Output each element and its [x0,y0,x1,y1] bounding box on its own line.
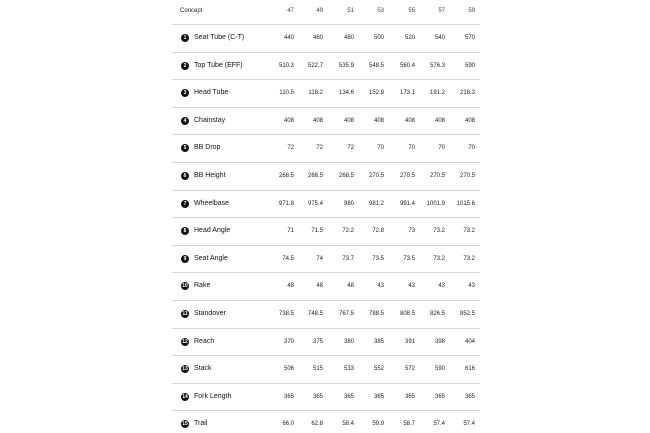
table-cell: 533 [343,366,354,373]
table-cell: 971.8 [278,200,294,207]
table-row [172,272,480,301]
table-cell: 48 [287,283,294,290]
table-cell: 808.5 [399,311,415,317]
row-label: Chainstay [194,116,226,124]
table-cell: 73.5 [372,255,384,262]
table-row [172,245,480,274]
table-cell: 43 [438,283,445,290]
table-cell: 71.5 [311,228,323,235]
row-number-badge: 4 [181,117,189,125]
table-cell: 826.5 [429,311,445,317]
table-cell: 70 [377,145,384,152]
table-cell: 57.4 [463,421,475,428]
row-number-badge: 1 [181,34,189,42]
table-cell: 408 [404,117,415,124]
table-cell: 110.5 [279,90,294,97]
table-cell: 72 [316,145,323,152]
table-cell: 738.5 [278,311,294,317]
table-cell: 506 [283,366,294,373]
row-number-badge: 9 [181,255,189,263]
row-label: Wheelbase [194,199,230,207]
table-cell: 59.9 [372,421,384,428]
table-cell: 852.5 [459,311,475,317]
table-cell: 74 [316,255,323,262]
table-cell: 270.5 [368,173,384,179]
row-label: BB Drop [194,144,221,152]
table-cell: 66.0 [282,421,294,428]
row-label: Standover [194,310,226,317]
row-label: Fork Length [194,392,232,400]
table-cell: 991.4 [399,200,415,207]
table-cell: 268.5 [307,173,323,179]
table-cell: 73.2 [433,255,445,262]
row-label: Reach [194,337,215,345]
table-cell: 560.4 [399,62,415,69]
table-cell: 73.7 [342,255,354,262]
row-number-badge: 15 [182,421,188,428]
table-cell: 572 [404,366,415,373]
row-label: Stack [194,365,212,373]
table-cell: 570 [464,35,475,41]
row-number-badge: 5 [181,144,189,152]
table-cell: 73.5 [403,255,415,262]
table-cell: 72 [287,145,294,152]
table-cell: 43 [408,283,415,290]
row-label: Top Tube (EFF) [194,61,243,69]
table-cell: 515 [312,366,323,373]
table-cell: 981.2 [368,200,384,207]
table-cell: 408 [464,117,475,124]
table-cell: 152.9 [368,90,384,97]
row-label: Head Angle [194,227,231,235]
table-cell: 218.3 [459,90,475,97]
table-cell: 48 [347,283,354,290]
table-cell: 268.5 [278,173,294,179]
table-cell: 616 [464,366,475,373]
row-number-badge: 11 [182,311,188,317]
table-cell: 552 [373,366,384,373]
table-cell: 590 [434,366,445,373]
row-label: Seat Angle [194,254,228,262]
table-cell: 70 [468,145,475,152]
table-cell: 375 [312,338,323,345]
table-cell: 1015.6 [456,200,475,207]
table-cell: 270.5 [429,173,445,179]
table-cell: 74.5 [282,255,294,262]
table-cell: 270.5 [399,173,415,179]
table-row [172,328,480,357]
table-cell: 71 [287,228,294,235]
table-row [172,24,480,53]
table-cell: 535.9 [338,62,354,69]
row-label: Seat Tube (C-T) [194,34,245,41]
size-header: 53 [377,8,384,14]
row-number-badge: 13 [182,366,188,373]
table-cell: 510.3 [278,62,294,69]
table-row [172,217,480,246]
table-cell: 404 [464,338,475,345]
table-row [172,107,480,136]
row-number-badge: 7 [181,200,189,208]
row-number-badge: 2 [181,62,189,70]
row-number-badge: 8 [181,227,189,235]
size-header: 47 [287,8,294,14]
table-cell: 43 [377,283,384,290]
table-cell: 380 [343,338,354,345]
table-cell: 73.2 [433,228,445,235]
table-cell: 385 [373,338,384,345]
table-cell: 118.2 [308,90,323,97]
table-cell: 548.5 [368,62,384,69]
table-cell: 1001.9 [426,200,445,207]
table-cell: 540 [434,35,445,41]
row-number-badge: 6 [181,172,189,180]
table-cell: 58.4 [342,421,354,428]
table-row [172,190,480,219]
table-cell: 70 [408,145,415,152]
table-row [172,300,480,329]
table-cell: 590 [464,62,475,69]
table-cell: 408 [343,117,354,124]
table-cell: 365 [434,393,445,400]
table-cell: 460 [312,35,323,41]
table-cell: 57.4 [433,421,445,428]
table-cell: 43 [468,283,475,290]
table-cell: 370 [283,338,294,345]
table-row [172,52,480,81]
size-header: 51 [347,8,354,14]
table-row [172,383,480,412]
row-number-badge: 12 [182,338,188,345]
size-header: 57 [438,8,445,14]
size-header: 59 [468,8,475,14]
table-cell: 191.2 [429,90,445,97]
row-label: Head Tube [194,89,229,97]
table-cell: 62.8 [311,421,323,428]
table-cell: 268.5 [338,173,354,179]
table-cell: 58.7 [403,421,415,428]
table-cell: 398 [434,338,445,345]
table-cell: 767.5 [338,311,354,317]
table-cell: 70 [438,145,445,152]
table-cell: 270.5 [459,173,475,179]
table-cell: 522.7 [307,62,323,69]
table-cell: 72.8 [372,228,384,235]
row-number-badge: 3 [181,89,189,97]
table-cell: 440 [283,35,294,41]
table-cell: 408 [312,117,323,124]
row-number-badge: 14 [182,393,188,400]
table-cell: 408 [434,117,445,124]
table-row [172,410,480,433]
table-cell: 365 [312,393,323,400]
table-cell: 980 [343,200,354,207]
table-cell: 72 [347,145,354,152]
table-cell: 73.2 [463,228,475,235]
size-header: 49 [316,8,323,14]
table-cell: 408 [373,117,384,124]
table-row [172,162,480,191]
table-cell: 975.4 [307,200,323,207]
table-cell: 73 [408,228,415,235]
table-cell: 365 [373,393,384,400]
table-cell: 408 [283,117,294,124]
table-cell: 500 [373,35,384,41]
row-label: BB Height [194,172,226,179]
table-cell: 48 [316,283,323,290]
table-row [172,355,480,384]
table-cell: 520 [404,35,415,41]
table-cell: 73.2 [463,255,475,262]
table-cell: 173.1 [399,90,415,97]
table-cell: 788.5 [368,311,384,317]
table-cell: 480 [343,35,354,41]
concept-label: Concept [180,8,203,14]
table-cell: 365 [464,393,475,400]
geometry-table [172,0,480,433]
table-cell: 72.2 [342,228,354,235]
row-number-badge: 10 [182,283,188,290]
row-label: Rake [194,282,211,290]
table-row [172,79,480,108]
table-cell: 365 [343,393,354,400]
table-row [172,134,480,163]
table-cell: 134.6 [338,90,354,97]
table-header [172,0,480,25]
table-cell: 576.3 [429,62,445,69]
table-cell: 748.5 [307,311,323,317]
table-cell: 365 [283,393,294,400]
table-cell: 365 [404,393,415,400]
table-cell: 391 [404,338,415,345]
size-header: 55 [408,8,415,14]
row-label: Trail [194,420,208,428]
